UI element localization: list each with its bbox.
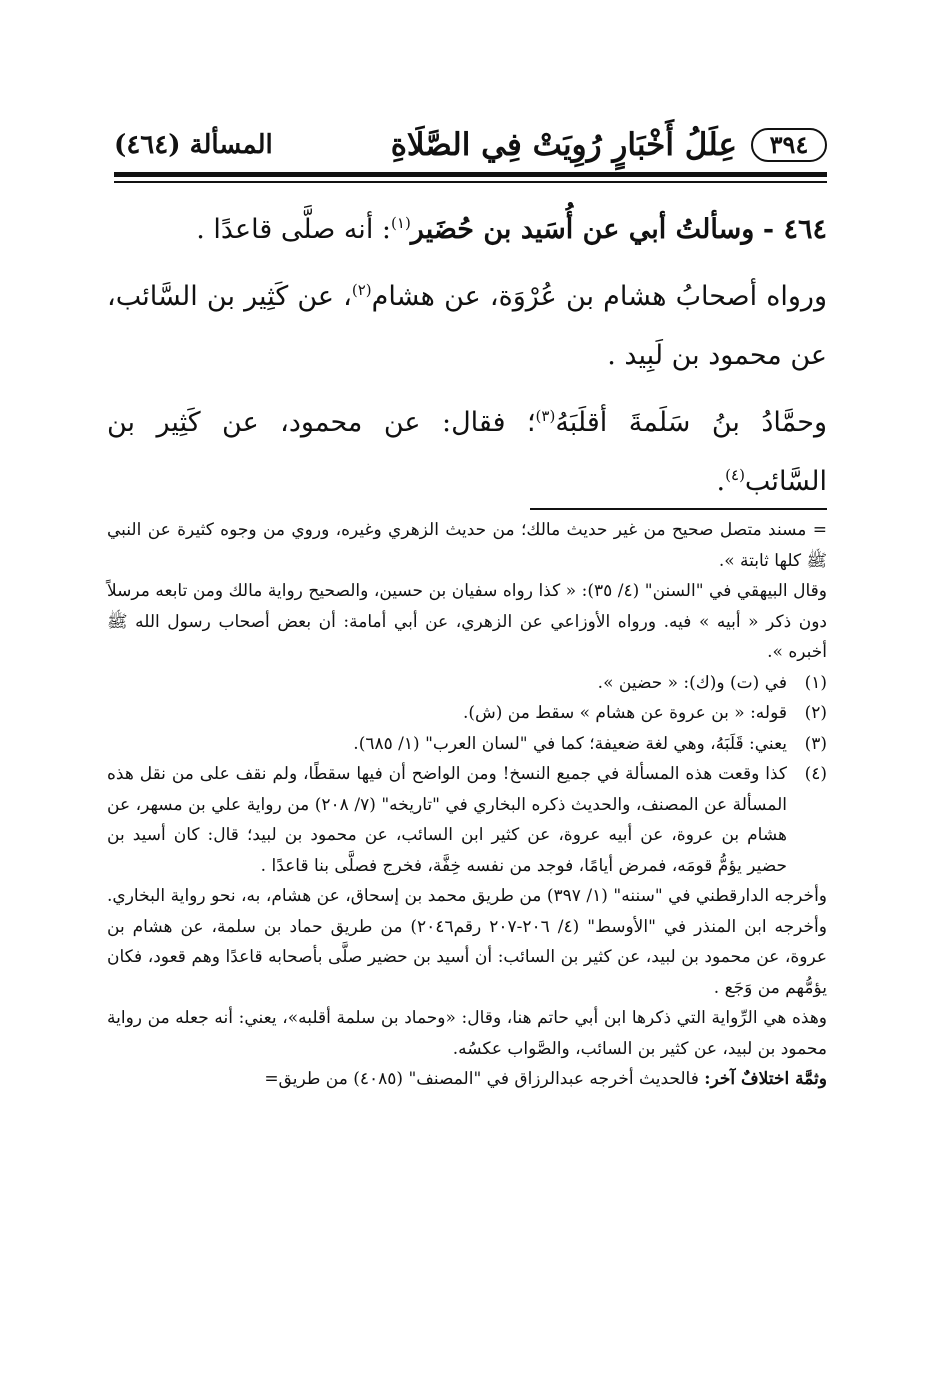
footnote-ref-3: (٣) [535,407,556,425]
paragraph-3-part-1: وحمَّادُ بنُ سَلَمةَ أقلَبَهُ [555,407,827,438]
footnote-item [107,698,827,729]
header-rule-thin [114,181,827,183]
paragraph-2-part-2: ، عن كَثِير بن السَّائب، عن محمود بن لَبِيد . [107,281,827,371]
paragraph-2-part-1: ورواه أصحابُ هشام بن عُرْوَة، عن هشام [371,281,827,312]
question-rest: : أنه صلَّى قاعدًا . [196,214,392,245]
question-paragraph [107,200,827,259]
footnote-separator [530,508,827,510]
header-rule-thick [114,172,827,177]
book-title: عِلَلُ أَخْبَارٍ رُوِيَتْ فِي الصَّلَاةِ [390,127,737,163]
paragraph-3 [107,393,827,511]
footnote-tail-3-rest: فالحديث أخرجه عبدالرزاق في "المصنف" (٤٠٨٥) من طريق= [264,1069,705,1089]
footnote-tail-1: وأخرجه الدارقطني في "سننه" (١/ ٣٩٧) من طريق محمد بن إسحاق، عن هشام، به، نحو رواية البخاري. وأخرجه ابن المنذر في "الأوسط" (٤/ ٢٠٦-٢٠٧ رقم٢٠٤٦) من طريق حماد بن سلمة، عن هشام بن عروة، عن محمود بن لبيد، عن كثير بن السائب: أن أسيد بن حضير صلَّى بأصحابه قاعدًا وهم قعود، فكان يؤمُّهم من وَجَع . [107,886,827,998]
footnotes [107,515,827,1095]
footnote-ref-1: (١) [391,214,411,232]
footnote-marker: (٣) [804,733,827,754]
page-header [114,124,827,168]
footnote-text: قوله: « بن عروة عن هشام » سقط من (ش). [462,703,787,723]
footnote-continuation-2: وقال البيهقي في "السنن" (٤/ ٣٥): « كذا رواه سفيان بن حسين، والصحيح رواية مالك ومن تابعه مرسلاً دون ذكر « أبيه » فيه. ورواه الأوزاعي عن الزهري، عن أبي أمامة: أن بعض أصحاب رسول الله ﷺ أخبره ». [107,581,827,662]
paragraph-3-part-3: . [716,466,726,497]
question-lead: وسألتُ أبي عن أُسَيد بن حُضَير [410,214,755,245]
footnote-tail-3-lead: وثمَّة اختلافٌ آخر: [704,1069,827,1089]
footnote-text: كذا وقعت هذه المسألة في جميع النسخ! ومن الواضح أن فيها سقطًا، ولم نقف على من نقل هذه المسألة عن المصنف، والحديث ذكره البخاري في "تاريخه" (٧/ ٢٠٨) من رواية علي بن مسهر، عن هشام بن عروة، عن أبيه عروة، عن كثير ابن السائب، عن محمود بن لبيد؛ قال: كان أسيد بن حضير يؤمُّ قومَه، فمرض أيامًا، فوجد من نفسه خِفَّة، فخرج فصلَّى بنا قاعدًا . [107,764,788,876]
footnote-marker: (١) [804,672,827,693]
page-number: ٣٩٤ [751,128,827,162]
footnote-marker: (٢) [804,703,827,723]
footnote-item [107,759,827,881]
issue-label: المسألة (٤٦٤) [114,130,273,160]
footnote-tail-2: وهذه هي الرِّواية التي ذكرها ابن أبي حاتم هنا، وقال: «وحماد بن سلمة أقلبه»، يعني: أنه جعله من رواية محمود بن لبيد، عن كثير بن السائب، والصَّواب عكسُه. [107,1008,827,1059]
footnote-continuation-1: = مسند متصل صحيح من غير حديث مالك؛ من حديث الزهري وغيره، وروي من وجوه كثيرة عن النبي ﷺ كلها ثابتة ». [107,520,827,571]
main-text [107,200,827,519]
footnote-item [107,668,827,699]
footnote-ref-4: (٤) [725,466,745,484]
paragraph-3-part-2: ؛ فقال: عن محمود، عن كَثِير بن السَّائب [107,407,827,497]
footnote-text: في (ت) و(ك): « حضين ». [597,672,787,693]
footnote-text: يعني: قَلَبَهُ، وهي لغة ضعيفة؛ كما في "لسان العرب" (١/ ٦٨٥). [353,733,787,754]
issue-number: ٤٦٤ - [762,214,827,245]
footnote-item [107,729,827,760]
footnote-ref-2: (٢) [351,281,372,299]
footnote-tail-3 [107,1064,827,1095]
paragraph-2 [107,267,827,385]
footnote-marker: (٤) [804,764,827,784]
